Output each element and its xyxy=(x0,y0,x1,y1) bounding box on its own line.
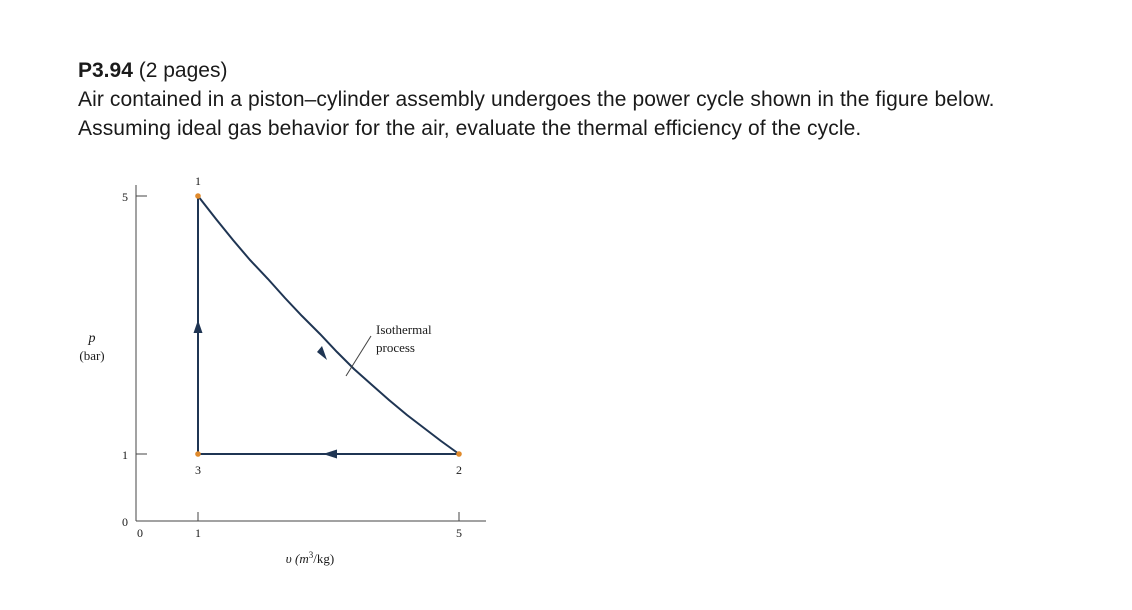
arrow-down-1-2 xyxy=(317,346,327,360)
x-tick-label-5: 5 xyxy=(456,526,462,540)
y-tick-label-1: 1 xyxy=(122,448,128,462)
state-point-1 xyxy=(195,193,201,199)
x-tick-label-0: 0 xyxy=(137,526,143,540)
statement-line-2: Assuming ideal gas behavior for the air, evaluate the thermal efficiency of the cycle. xyxy=(78,117,862,140)
state-point-3 xyxy=(195,451,201,457)
statement-line-1: Air contained in a piston–cylinder assembly undergoes the power cycle shown in the figure below. xyxy=(78,88,995,111)
x-tick-label-1: 1 xyxy=(195,526,201,540)
pages-note: (2 pages) xyxy=(138,59,228,82)
y-axis-unit: (bar) xyxy=(79,348,105,363)
y-axis-symbol: p xyxy=(88,331,96,346)
state-label-3: 3 xyxy=(195,463,201,477)
state-point-2 xyxy=(456,451,462,457)
state-label-1: 1 xyxy=(195,174,201,188)
y-tick-label-5: 5 xyxy=(122,190,128,204)
y-tick-label-0: 0 xyxy=(122,515,128,529)
process-label-line-1: Isothermal xyxy=(376,322,432,337)
x-axis-label: υ $(m^3/kg)$ xyxy=(285,550,335,566)
arrow-left-2-3 xyxy=(323,450,337,459)
state-label-2: 2 xyxy=(456,463,462,477)
arrow-up-3-1 xyxy=(194,320,203,333)
process-label-line-2: process xyxy=(376,340,415,355)
problem-id: P3.94 xyxy=(78,59,133,82)
process-label-leader xyxy=(346,336,371,376)
